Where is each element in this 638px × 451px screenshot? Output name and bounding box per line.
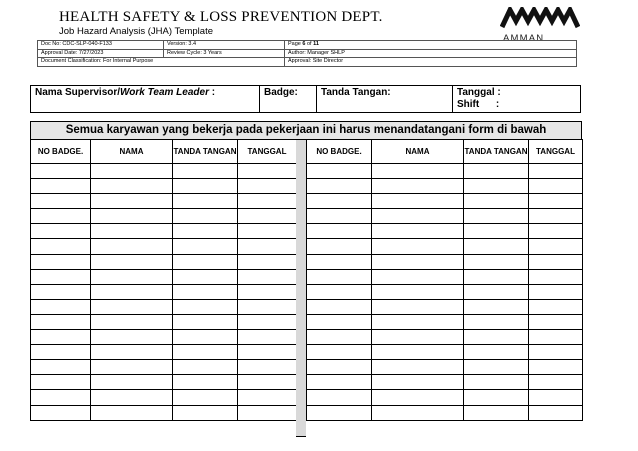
cell-date[interactable] — [238, 164, 297, 179]
approval-date: Approval Date: 7/27/2023 — [38, 49, 164, 58]
col-name-header: NAMA — [91, 140, 173, 164]
cell-signature[interactable] — [464, 345, 529, 360]
cell-badge[interactable] — [31, 254, 91, 269]
cell-name[interactable] — [91, 209, 173, 224]
col-badge-header: NO BADGE. — [31, 140, 91, 164]
cell-name[interactable] — [372, 390, 464, 405]
cell-badge[interactable] — [31, 360, 91, 375]
cell-signature[interactable] — [173, 164, 238, 179]
cell-name[interactable] — [372, 269, 464, 284]
cell-date[interactable] — [529, 314, 583, 329]
cell-name[interactable] — [372, 239, 464, 254]
cell-name[interactable] — [372, 405, 464, 420]
supervisor-label: Nama Supervisor/ — [35, 87, 121, 98]
table-row — [31, 209, 297, 224]
cell-signature[interactable] — [464, 179, 529, 194]
signature-field[interactable]: Tanda Tangan: — [317, 86, 453, 113]
cell-signature[interactable] — [464, 284, 529, 299]
table-row — [31, 330, 297, 345]
header-row-left — [31, 140, 297, 164]
cell-date[interactable] — [529, 390, 583, 405]
cell-name[interactable] — [372, 179, 464, 194]
table-row — [31, 360, 297, 375]
table-row — [31, 254, 297, 269]
cell-date[interactable] — [529, 269, 583, 284]
supervisor-box — [30, 85, 581, 113]
cell-name[interactable] — [372, 299, 464, 314]
table-row — [307, 405, 583, 420]
cell-name[interactable] — [91, 284, 173, 299]
cell-signature[interactable] — [464, 254, 529, 269]
cell-name[interactable] — [372, 314, 464, 329]
table-row — [307, 209, 583, 224]
cell-name[interactable] — [91, 330, 173, 345]
cell-badge[interactable] — [307, 345, 372, 360]
table-row — [307, 390, 583, 405]
cell-signature[interactable] — [464, 209, 529, 224]
cell-date[interactable] — [238, 224, 297, 239]
table-row — [31, 299, 297, 314]
table-row — [31, 239, 297, 254]
cell-signature[interactable] — [464, 360, 529, 375]
cell-name[interactable] — [91, 164, 173, 179]
cell-name[interactable] — [91, 375, 173, 390]
col-signature-header: TANDA TANGAN — [173, 140, 238, 164]
table-row — [31, 390, 297, 405]
cell-badge[interactable] — [31, 239, 91, 254]
cell-signature[interactable] — [464, 390, 529, 405]
cell-name[interactable] — [91, 405, 173, 420]
cell-signature[interactable] — [173, 284, 238, 299]
table-row — [31, 314, 297, 329]
page-of: of — [305, 41, 314, 48]
column-divider — [296, 139, 306, 437]
logo-wordmark: AMMAN — [503, 33, 545, 44]
doc-version: Version: 3.4 — [164, 41, 285, 50]
table-row — [307, 254, 583, 269]
cell-signature[interactable] — [464, 314, 529, 329]
col-name-header: NAMA — [372, 140, 464, 164]
cell-name[interactable] — [91, 269, 173, 284]
cell-signature[interactable] — [464, 224, 529, 239]
table-row — [307, 269, 583, 284]
cell-date[interactable] — [238, 284, 297, 299]
cell-signature[interactable] — [173, 345, 238, 360]
doc-author: Author: Manager SHLP — [285, 49, 577, 58]
page-current: 6 — [302, 41, 306, 48]
cell-badge[interactable] — [307, 239, 372, 254]
cell-signature[interactable] — [173, 314, 238, 329]
cell-badge[interactable] — [31, 299, 91, 314]
document-meta-table — [37, 40, 577, 67]
cell-date[interactable] — [238, 405, 297, 420]
cell-signature[interactable] — [173, 269, 238, 284]
cell-badge[interactable] — [31, 314, 91, 329]
cell-date[interactable] — [529, 299, 583, 314]
cell-badge[interactable] — [31, 209, 91, 224]
cell-date[interactable] — [529, 254, 583, 269]
cell-name[interactable] — [372, 284, 464, 299]
cell-badge[interactable] — [307, 164, 372, 179]
cell-date[interactable] — [238, 314, 297, 329]
cell-badge[interactable] — [307, 179, 372, 194]
cell-badge[interactable] — [307, 254, 372, 269]
cell-badge[interactable] — [307, 209, 372, 224]
cell-name[interactable] — [372, 209, 464, 224]
table-row — [31, 269, 297, 284]
cell-signature[interactable] — [173, 194, 238, 209]
cell-badge[interactable] — [307, 314, 372, 329]
cell-badge[interactable] — [31, 345, 91, 360]
cell-date[interactable] — [529, 284, 583, 299]
cell-badge[interactable] — [31, 284, 91, 299]
supervisor-name-field[interactable] — [31, 86, 260, 113]
cell-name[interactable] — [372, 254, 464, 269]
cell-signature[interactable] — [173, 360, 238, 375]
signature-table-left — [30, 139, 297, 421]
col-signature-header: TANDA TANGAN — [464, 140, 529, 164]
cell-signature[interactable] — [464, 299, 529, 314]
cell-date[interactable] — [529, 164, 583, 179]
cell-name[interactable] — [91, 314, 173, 329]
table-row — [307, 164, 583, 179]
table-row — [307, 345, 583, 360]
cell-date[interactable] — [529, 179, 583, 194]
cell-date[interactable] — [238, 179, 297, 194]
col-date-header: TANGGAL — [238, 140, 297, 164]
cell-name[interactable] — [372, 194, 464, 209]
rows-left — [31, 164, 297, 421]
cell-signature[interactable] — [464, 194, 529, 209]
cell-signature[interactable] — [173, 390, 238, 405]
cell-badge[interactable] — [307, 390, 372, 405]
cell-date[interactable] — [238, 345, 297, 360]
cell-name[interactable] — [91, 224, 173, 239]
cell-name[interactable] — [372, 345, 464, 360]
cell-date[interactable] — [529, 239, 583, 254]
cell-name[interactable] — [91, 299, 173, 314]
cell-signature[interactable] — [464, 375, 529, 390]
cell-badge[interactable] — [31, 375, 91, 390]
cell-name[interactable] — [372, 375, 464, 390]
cell-signature[interactable] — [173, 209, 238, 224]
cell-name[interactable] — [91, 345, 173, 360]
doc-classification: Document Classification: For Internal Purpose — [38, 58, 285, 67]
cell-date[interactable] — [238, 375, 297, 390]
signature-table-right — [306, 139, 583, 421]
cell-badge[interactable] — [31, 164, 91, 179]
table-row — [31, 164, 297, 179]
page-prefix: Page — [288, 41, 303, 48]
cell-badge[interactable] — [307, 330, 372, 345]
cell-name[interactable] — [91, 239, 173, 254]
cell-badge[interactable] — [307, 405, 372, 420]
cell-badge[interactable] — [307, 299, 372, 314]
cell-date[interactable] — [238, 194, 297, 209]
cell-signature[interactable] — [173, 224, 238, 239]
cell-badge[interactable] — [307, 375, 372, 390]
cell-signature[interactable] — [173, 254, 238, 269]
cell-badge[interactable] — [307, 360, 372, 375]
cell-badge[interactable] — [31, 179, 91, 194]
cell-signature[interactable] — [464, 239, 529, 254]
page-total: 11 — [313, 41, 319, 48]
date-shift-field[interactable] — [453, 86, 581, 113]
col-date-header: TANGGAL — [529, 140, 583, 164]
cell-date[interactable] — [529, 360, 583, 375]
cell-name[interactable] — [372, 164, 464, 179]
table-row — [31, 194, 297, 209]
table-row — [31, 345, 297, 360]
cell-date[interactable] — [529, 375, 583, 390]
table-row — [307, 194, 583, 209]
signature-form — [30, 121, 582, 438]
cell-signature[interactable] — [173, 405, 238, 420]
cell-signature[interactable] — [464, 405, 529, 420]
cell-name[interactable] — [91, 390, 173, 405]
cell-name[interactable] — [91, 194, 173, 209]
cell-date[interactable] — [238, 330, 297, 345]
cell-badge[interactable] — [31, 194, 91, 209]
cell-date[interactable] — [238, 360, 297, 375]
date-label: Tanggal : — [457, 87, 501, 98]
cell-name[interactable] — [91, 254, 173, 269]
table-row — [31, 224, 297, 239]
shift-label: Shift : — [457, 99, 500, 110]
cell-badge[interactable] — [307, 284, 372, 299]
cell-name[interactable] — [91, 179, 173, 194]
review-cycle: Review Cycle: 3 Years — [164, 49, 285, 58]
header-row-right — [307, 140, 583, 164]
amman-logo — [500, 7, 582, 44]
cell-date[interactable] — [529, 330, 583, 345]
amman-logo-mark — [500, 7, 580, 29]
cell-date[interactable] — [529, 345, 583, 360]
cell-badge[interactable] — [31, 269, 91, 284]
cell-badge[interactable] — [307, 224, 372, 239]
table-row — [307, 330, 583, 345]
page-indicator — [285, 41, 577, 50]
cell-name[interactable] — [372, 224, 464, 239]
cell-date[interactable] — [529, 209, 583, 224]
cell-date[interactable] — [238, 209, 297, 224]
table-row — [31, 179, 297, 194]
cell-badge[interactable] — [31, 224, 91, 239]
cell-date[interactable] — [529, 224, 583, 239]
cell-badge[interactable] — [307, 269, 372, 284]
team-leader-label: Work Team Leader — [120, 87, 209, 98]
cell-signature[interactable] — [173, 239, 238, 254]
cell-name[interactable] — [372, 330, 464, 345]
cell-name[interactable] — [372, 360, 464, 375]
cell-signature[interactable] — [173, 179, 238, 194]
table-row — [307, 314, 583, 329]
template-subtitle: Job Hazard Analysis (JHA) Template — [59, 26, 213, 37]
cell-signature[interactable] — [173, 375, 238, 390]
cell-date[interactable] — [529, 405, 583, 420]
table-row — [307, 284, 583, 299]
cell-signature[interactable] — [173, 299, 238, 314]
cell-name[interactable] — [91, 360, 173, 375]
cell-date[interactable] — [238, 390, 297, 405]
col-badge-header: NO BADGE. — [307, 140, 372, 164]
cell-badge[interactable] — [31, 405, 91, 420]
badge-field[interactable]: Badge: — [260, 86, 317, 113]
dept-title: HEALTH SAFETY & LOSS PREVENTION DEPT. — [59, 9, 383, 25]
doc-number: Doc No: CDC-SLP-040-F133 — [38, 41, 164, 50]
table-row — [307, 360, 583, 375]
form-banner: Semua karyawan yang bekerja pada pekerjaan ini harus menandatangani form di bawah — [30, 121, 582, 140]
cell-date[interactable] — [238, 254, 297, 269]
cell-badge[interactable] — [31, 390, 91, 405]
table-row — [307, 239, 583, 254]
table-row — [307, 299, 583, 314]
table-row — [31, 375, 297, 390]
rows-right — [307, 164, 583, 421]
table-row — [307, 224, 583, 239]
cell-signature[interactable] — [464, 330, 529, 345]
cell-signature[interactable] — [464, 269, 529, 284]
cell-signature[interactable] — [173, 330, 238, 345]
cell-date[interactable] — [238, 299, 297, 314]
cell-date[interactable] — [529, 194, 583, 209]
cell-badge[interactable] — [31, 330, 91, 345]
table-row — [31, 405, 297, 420]
table-row — [307, 179, 583, 194]
cell-date[interactable] — [238, 269, 297, 284]
cell-signature[interactable] — [464, 164, 529, 179]
doc-approval: Approval: Site Director — [285, 58, 577, 67]
cell-badge[interactable] — [307, 194, 372, 209]
table-row — [31, 284, 297, 299]
supervisor-label-colon: : — [208, 87, 216, 98]
cell-date[interactable] — [238, 239, 297, 254]
table-row — [307, 375, 583, 390]
